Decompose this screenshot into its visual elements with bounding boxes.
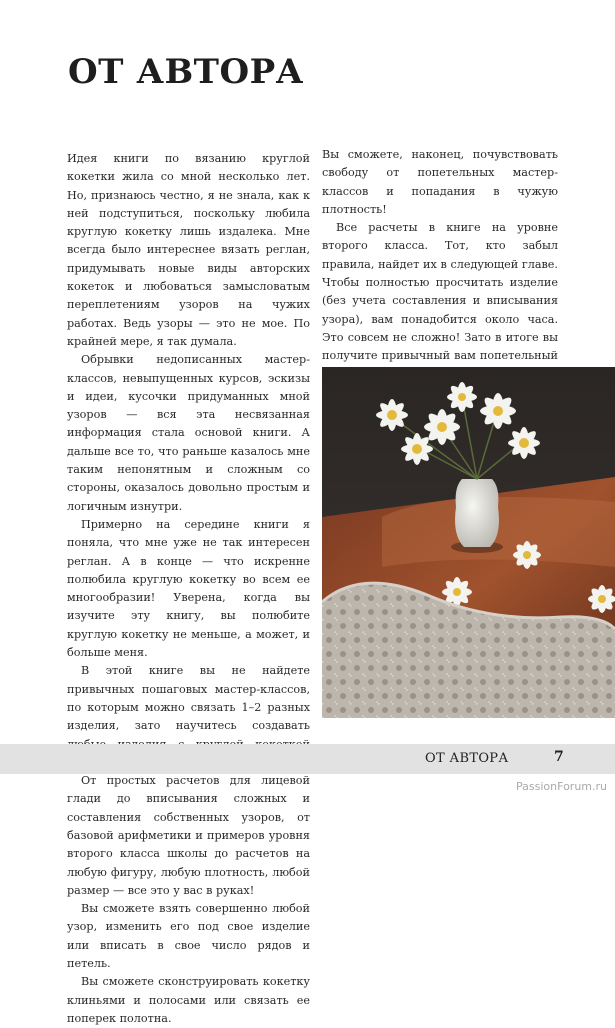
paragraph: Вы сможете взять совершенно любой узор, изменить его под свое изделие или вписать в свое число рядов и петель. xyxy=(67,902,310,971)
footer-band xyxy=(0,744,615,774)
page-number: 7 xyxy=(554,749,564,765)
paragraph: Вы сможете сконструировать кокетку клиньями и полосами или связать ее поперек полотна. xyxy=(67,975,310,1025)
paragraph: Все расчеты в книге на уровне второго класса. Тот, кто забыл правила, найдет их в следующей главе. Чтобы полностью просчитать изделие (без учета составления и вписывания узора), вам понадобится около часа. Это совсем не сложно! Зато в итоге вы получите привычный вам попетельный xyxy=(322,221,558,363)
left-column xyxy=(67,150,310,1028)
paragraph: Вы сможете, наконец, почувствовать свободу от попетельных мастер-классов и попадания в чужую плотность! xyxy=(322,148,558,216)
footer-section-title: ОТ АВТОРА xyxy=(425,751,509,766)
watermark: PassionForum.ru xyxy=(516,780,607,793)
daisies-photo xyxy=(322,367,615,718)
paragraph: От простых расчетов для лицевой глади до вписывания сложных и составления собственных узоров, от базовой арифметики и примеров уровня второго класса школы до расчетов на любую фигуру, любую плотность, любой размер — все это у вас в руках! xyxy=(67,774,310,897)
page-title: ОТ АВТОРА xyxy=(68,52,304,92)
paragraph: Идея книги по вязанию круглой кокетки жила со мной несколько лет. Но, признаюсь честно, я не знала, как к ней подступиться, поскольку любила круглую кокетку лишь издалека. Мне всегда было интереснее вязать реглан, придумывать новые виды авторских кокеток и любоваться замысловатым переплетениям узоров на чужих работах. Ведь узоры — это не мое. По крайней мере, я так думала. xyxy=(67,152,310,348)
paragraph: Примерно на середине книги я поняла, что мне уже не так интересен реглан. А в конце — что искренне полюбила круглую кокетку во всем ее многообразии! Уверена, когда вы изучите эту книгу, вы полюбите круглую кокетку не меньше, а может, и больше меня. xyxy=(67,517,310,660)
paragraph: Обрывки недописанных мастер-классов, невыпущенных курсов, эскизы и идеи, кусочки придуманных мной узоров — вся эта несвязанная информация стала основой книги. А дальше все то, что раньше казалось мне таким непонятным и сложным со стороны, оказалось довольно простым и логичным изнутри. xyxy=(67,353,310,513)
paragraph: В этой книге вы не найдете привычных пошаговых мастер-классов, по которым можно связать 1–2 разных изделия, зато научитесь создавать xyxy=(67,664,310,733)
